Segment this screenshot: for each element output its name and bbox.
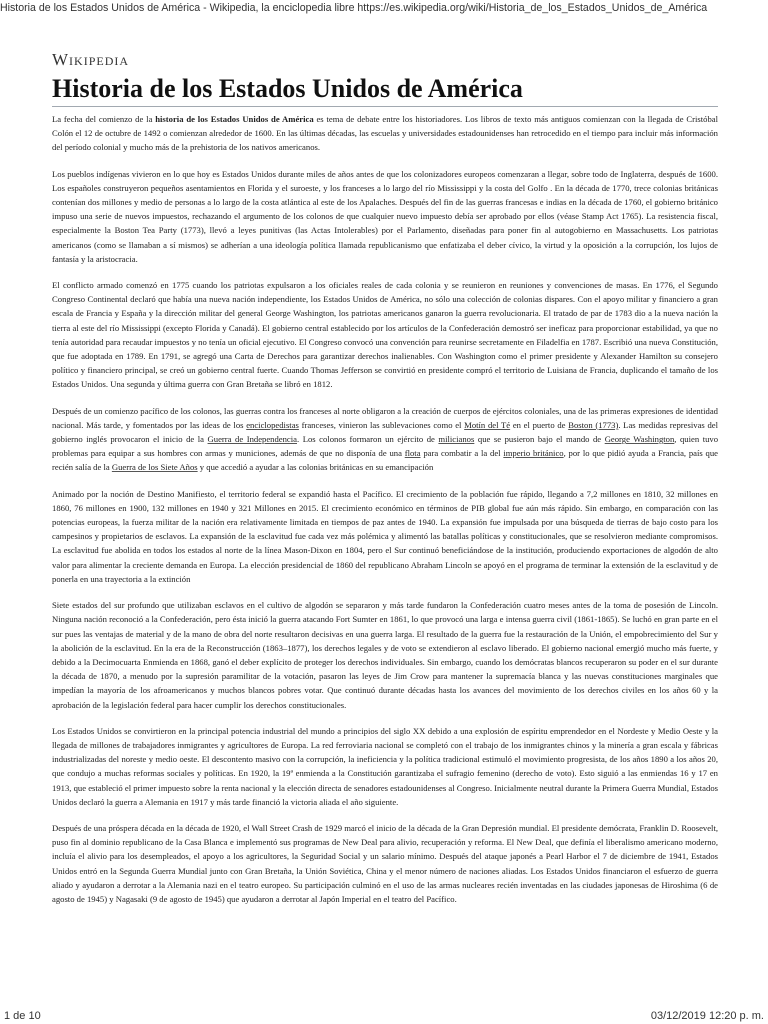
link-george-washington[interactable]: George Washington [604,434,675,445]
link-flota[interactable]: flota [404,448,421,459]
link-guerra-de-independencia[interactable]: Guerra de Independencia [207,434,297,445]
paragraph-destino-manifiesto: Animado por la noción de Destino Manifiesto, el territorio federal se expandió hasta el Pacífico. El crecimiento de la población fue rápido, llegando a 7,2 millones en 1810, 32 millones en 1860, 76 millones en 1900, 132 millones en 1940 y 321 Millones en 2015. El crecimiento económico en términos de PIB global fue aún más rápido. Sin embargo, en comparación con las potencias europeas, la fuerza militar de la nación era relativamente limitada en tiempos de paz antes de 1940. La expansión fue impulsada por una búsqueda de tierras de bajo costo para los campesinos y propietarios de esclavos. La expansión de la esclavitud fue cada vez más polémica y alimentó las batallas políticas y constitucionales, que se resolvieron mediante compromisos. La esclavitud fue abolida en todos los estados al norte de la línea Mason-Dixon en 1804, pero el Sur continuó beneficiándose de la institución, produciendo exportaciones de algodón de alto valor para alimentar la creciente demanda en Europa. La elección presidencial de 1860 del republicano Abraham Lincoln se apoyó en el programa de terminar la extensión de la esclavitud y de ponerla en una trayectoria a la extinción [52,488,718,584]
paragraph-conflicto-armado: El conflicto armado comenzó en 1775 cuando los patriotas expulsaron a los oficiales reales de cada colonia y se reunieron en reuniones y convenciones de masas. En 1776, el Segundo Congreso Continental declaró que había una nueva nación independiente, los Estados Unidos de América, no sólo una colección de colonias dispares. Con el apoyo militar y financiero a gran escala de Francia y España y la dirección militar del general George Washington, los patriotas americanos ganaron la guerra revolucionaria. El tratado de par de 1783 dio a la nueva nación la tierra al este del río Mississippi (excepto Florida y Canadá). El gobierno central establecido por los artículos de la Confederación demostró ser ineficaz para proporcionar estabilidad, ya que no tenía autoridad para recaudar impuestos y no tenía un oficial ejecutivo. El Congreso convocó una convención para reunirse secretamente en Filadelfia en 1787. Escribió una nueva Constitución, que fue adoptada en 1789. En 1791, se agregó una Carta de Derechos para garantizar derechos inalienables. Con Washington como el primer presidente y Alexander Hamilton su consejero político y financiero principal, se creó un gobierno central fuerte. Cuando Thomas Jefferson se convirtió en presidente compró el territorio de Luisiana de Francia, duplicando el tamaño de los Estados Unidos. Una segunda y última guerra con Gran Bretaña se libró en 1812. [52,280,718,390]
link-milicianos[interactable]: milicianos [438,434,475,445]
page-title: Historia de los Estados Unidos de América [52,74,523,103]
page-number: 1 de 10 [4,1010,41,1022]
intro-paragraph: La fecha del comienzo de la historia de los Estados Unidos de América es tema de debate entre los historiadores. Los libros de texto más antiguos comienzan con la llegada de Cristóbal Colón el 12 de octubre de 1492 o comienzan alrededor de 1600. En las últimas décadas, las escuelas y universidades estadounidenses han retrocedido en el tiempo para incluir más información del período colonial y mucho más de la prehistoria de los nativos americanos. [52,114,718,153]
link-guerra-siete-anos[interactable]: Guerra de los Siete Años [111,462,198,473]
print-footer [0,1008,768,1024]
paragraph-potencia-industrial: Los Estados Unidos se convirtieron en la principal potencia industrial del mundo a principios del siglo XX debido a una explosión de espíritu emprendedor en el Nordeste y Medio Oeste y la llegada de millones de trabajadores inmigrantes y agricultores de Europa. La red ferroviaria nacional se completó con el trabajo de los inmigrantes chinos y la minería a gran escala y fábricas industrializadas del noreste y medio oeste. El descontento masivo con la corrupción, la ineficiencia y la política tradicional estimuló el movimiento progresista, de los años 1890 a los años 20, que condujo a muchas reformas sociales y políticas. En 1920, la 19ª enmienda a la Constitución garantizaba el sufragio femenino (derecho de voto). Esto siguió a las enmiendas 16 y 17 en 1913, que estableció el primer impuesto sobre la renta nacional y la elección directa de senadores estadounidenses al Congreso. Inicialmente neutral durante la Primera Guerra Mundial, Estados Unidos declaró la guerra a Alemania en 1917 y más tarde financió la victoria aliada el año siguiente. [52,725,718,807]
paragraph-independencia: Después de un comienzo pacífico de los colonos, las guerras contra los franceses al norte obligaron a la creación de cuerpos de ejércitos coloniales, una de las primeras expresiones de identidad nacional. Más tarde, y fomentados por las ideas de los enciclopedistas franceses, vinieron las sublevaciones como el Motín del Té en el puerto de Boston (1773). Las medidas represivas del gobierno inglés provocaron el inicio de la Guerra de Independencia. Los colonos formaron un ejército de milicianos que se pusieron bajo el mando de George Washington, quien tuvo problemas para equipar a sus hombres con armas y municiones, además de que no disponía de una flota para combatir a la del imperio británico, por lo que pidió ayuda a Francia, país que recién salía de la Guerra de los Siete Años y que accedió a ayudar a las colonias británicas en su emancipación [52,405,719,473]
link-boston-1773[interactable]: Boston (1773) [568,419,619,430]
link-motin-del-te[interactable]: Motín del Té [464,419,511,430]
paragraph-guerra-civil: Siete estados del sur profundo que utilizaban esclavos en el cultivo de algodón se separaron y más tarde fundaron la Confederación cuatro meses antes de la toma de posesión de Lincoln. Ninguna nación reconoció a la Confederación, pero ésta inició la guerra atacando Fort Sumter en 1861, lo que provocó una larga e intensa guerra civil (1861-1865). Se luchó en gran parte en el sur pues las ventajas de material y de la mano de obra del norte resultaron decisivas en una guerra larga. El resultado de la guerra fue la restauración de la Unión, el empobrecimiento del Sur y la abolición de la esclavitud. En la era de la Reconstrucción (1863–1877), los derechos legales y de voto se extendieron al esclavo liberado. El gobierno nacional emergió mucho más fuerte, y debido a la Decimocuarta Enmienda en 1868, ganó el deber explícito de proteger los derechos individuales. Sin embargo, cuando los demócratas blancos recuperaron su poder en el sur durante la década de 1870, a menudo por la supresión paramilitar de la votación, pasaron las leyes de Jim Crow para mantener la supremacía blanca y las nuevas constituciones marginales que impedían la mayoría de los afroamericanos y muchos blancos pobres votar. Que continuó durante décadas hasta los avances del movimiento de los derechos civiles en los años 60 y la aprobación de la legislación federal para hacer cumplir los derechos constitucionales. [52,600,718,710]
title-divider [52,106,718,107]
article-subject-bold: historia de los Estados Unidos de América [155,114,314,124]
link-imperio-britanico[interactable]: imperio británico [503,448,564,459]
article-body [52,112,718,918]
wikipedia-logo[interactable]: Wikipedia [52,50,130,69]
print-datetime: 03/12/2019 12:20 p. m. [650,1010,764,1022]
paragraph-pueblos-indigenas: Los pueblos indígenas vivieron en lo que hoy es Estados Unidos durante miles de años antes de que los colonizadores europeos comenzaran a llegar, sobre todo de Inglaterra, después de 1600. Los españoles construyeron pequeños asentamientos en Florida y el suroeste, y los franceses a lo largo del río Mississippi y la costa del Golfo . En la década de 1770, trece colonias británicas contenían dos millones y medio de personas a lo largo de la costa atlántica al este de los Apalaches. Después del fin de las guerras francesas e indias en la década de 1760, el gobierno británico impuso una serie de nuevos impuestos, rechazando el argumento de los colonos de que cualquier nuevo impuesto debía ser aprobado por ellos (véase Stamp Act 1765). La resistencia fiscal, especialmente la Boston Tea Party (1773), llevó a leyes punitivas (las Actas Intolerables) por el Parlamento, diseñadas para poner fin al autogobierno en Massachusetts. Los patriotas americanos (como se llamaban a sí mismos) se adherían a una ideología política llamada republicanismo que enfatizaba el deber cívico, la virtud y la oposición a la corrupción, los lujos de fantasía y la aristocracia. [52,168,718,264]
link-enciclopedistas[interactable]: enciclopedistas [246,419,299,430]
print-header: Historia de los Estados Unidos de América - Wikipedia, la enciclopedia libre https://es.wikipedia.org/wiki/Historia_de_los_Estados_Unidos_de_América [0,2,708,14]
paragraph-gran-depresion: Después de una próspera década en la década de 1920, el Wall Street Crash de 1929 marcó el inicio de la década de la Gran Depresión mundial. El presidente demócrata, Franklin D. Roosevelt, puso fin al dominio republicano de la Casa Blanca e implementó sus programas de New Deal para alivio, recuperación y reforma. El New Deal, que definía el liberalismo americano moderno, incluía el alivio para los desempleados, el apoyo a los agricultores, la Seguridad Social y un salario mínimo. Después del ataque japonés a Pearl Harbor el 7 de diciembre de 1941, Estados Unidos entró en la Segunda Guerra Mundial junto con Gran Bretaña, la Unión Soviética, China y el menor número de naciones aliadas. Los Estados Unidos financiaron el esfuerzo de guerra aliado y ayudaron a derrotar a la Alemania nazi en el teatro europeo. Su participación culminó en el uso de las armas nucleares recién inventadas en las ciudades japonesas de Hiroshima (6 de agosto de 1945) y Nagasaki (9 de agosto de 1945) que ayudaron a derrotar al Japón Imperial en el teatro del Pacífico. [52,822,718,904]
